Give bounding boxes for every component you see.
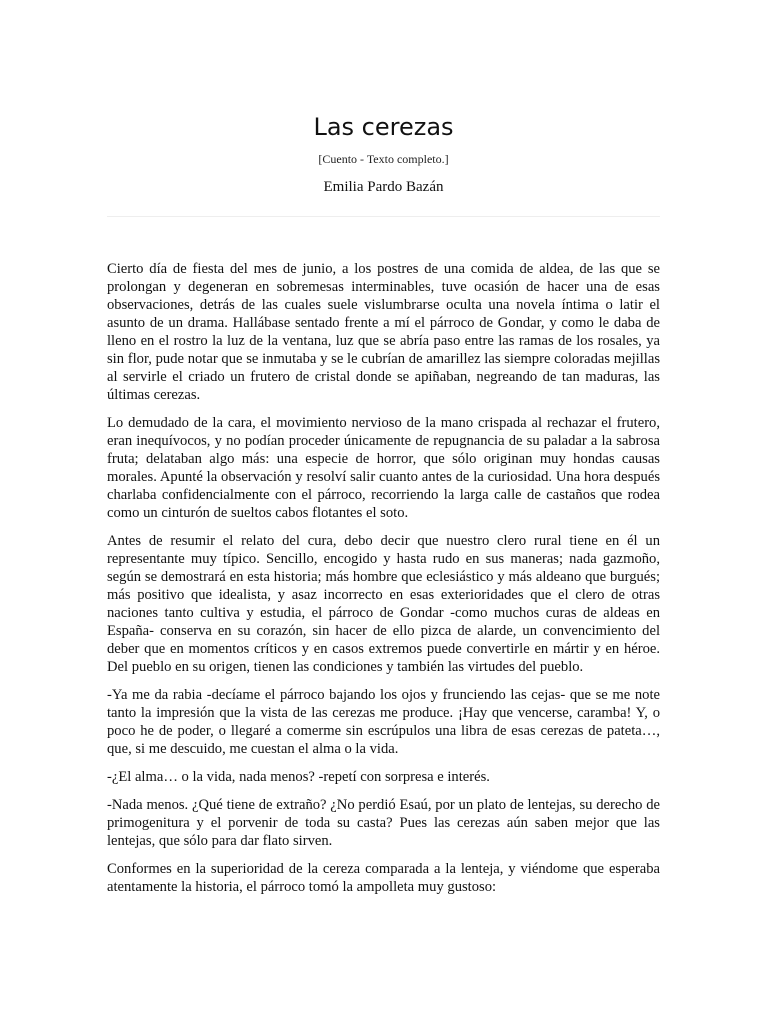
document-author: Emilia Pardo Bazán: [323, 179, 444, 195]
header-divider: [107, 216, 660, 217]
paragraph-1: Cierto día de fiesta del mes de junio, a los postres de una comida de aldea, de las que se prolongan y degeneran en sobremesas interminables, tuve ocasión de hacer una de esas observaciones, detrás de las cuales suele vislumbrarse oculta una novela íntima o latir el asunto de un drama. Hallábase sentado frente a mí el párroco de Gondar, y como le daba de lleno en el rostro la luz de la ventana, luz que se abría paso entre las ramas de los rosales, ya sin flor, pude notar que se inmutaba y se le cubrían de amarillez las siempre coloradas mejillas al servirle el criado un frutero de cristal donde se apiñaban, negreando de tan maduras, las últimas cerezas.: [107, 261, 660, 403]
paragraph-7: Conformes en la superioridad de la cereza comparada a la lenteja, y viéndome que esperaba atentamente la historia, el párroco tomó la ampolleta muy gustoso:: [107, 861, 660, 895]
paragraph-6: -Nada menos. ¿Qué tiene de extraño? ¿No perdió Esaú, por un plato de lentejas, su derecho de primogenitura y el porvenir de toda su casta? Pues las cerezas aún saben mejor que las lentejas, que sólo para dar flato sirven.: [107, 797, 660, 849]
paragraph-3: Antes de resumir el relato del cura, debo decir que nuestro clero rural tiene en él un representante muy típico. Sencillo, encogido y hasta rudo en sus maneras; nada gazmoño, según se demostrará en esta historia; más hombre que eclesiástico y más aldeano que burgués; más positivo que idealista, y asaz incorrecto en esas exterioridades que el clero de otras naciones tanto cultiva y estudia, el párroco de Gondar -como muchos curas de aldeas en España- conserva en su corazón, sin hacer de ello pizca de alarde, un convencimiento del deber que en momentos críticos y en casos extremos puede convertirle en mártir y en héroe. Del pueblo en su origen, tienen las condiciones y también las virtudes del pueblo.: [107, 533, 660, 675]
paragraph-4: -Ya me da rabia -decíame el párroco bajando los ojos y frunciendo las cejas- que se me note tanto la impresión que la vista de las cerezas me produce. ¡Hay que vencerse, caramba! Y, o poco he de poder, o llegaré a comerme sin escrúpulos una libra de esas cerezas de pateta…, que, si me descuido, me cuestan el alma o la vida.: [107, 687, 660, 757]
document-title: Las cerezas: [313, 113, 454, 141]
document-subtitle: [Cuento - Texto completo.]: [318, 152, 449, 166]
paragraph-2: Lo demudado de la cara, el movimiento nervioso de la mano crispada al rechazar el frutero, eran inequívocos, y no podían proceder únicamente de repugnancia de su paladar a la sabrosa fruta; delataban algo más: una especie de horror, que sólo originan muy hondas causas morales. Apunté la observación y resolví salir cuanto antes de la curiosidad. Una hora después charlaba confidencialmente con el párroco, recorriendo la larga calle de castaños que rodea como un cinturón de sueltos cabos flotantes el soto.: [107, 415, 660, 521]
story-body: [107, 260, 660, 906]
paragraph-5: -¿El alma… o la vida, nada menos? -repetí con sorpresa e interés.: [107, 769, 490, 785]
